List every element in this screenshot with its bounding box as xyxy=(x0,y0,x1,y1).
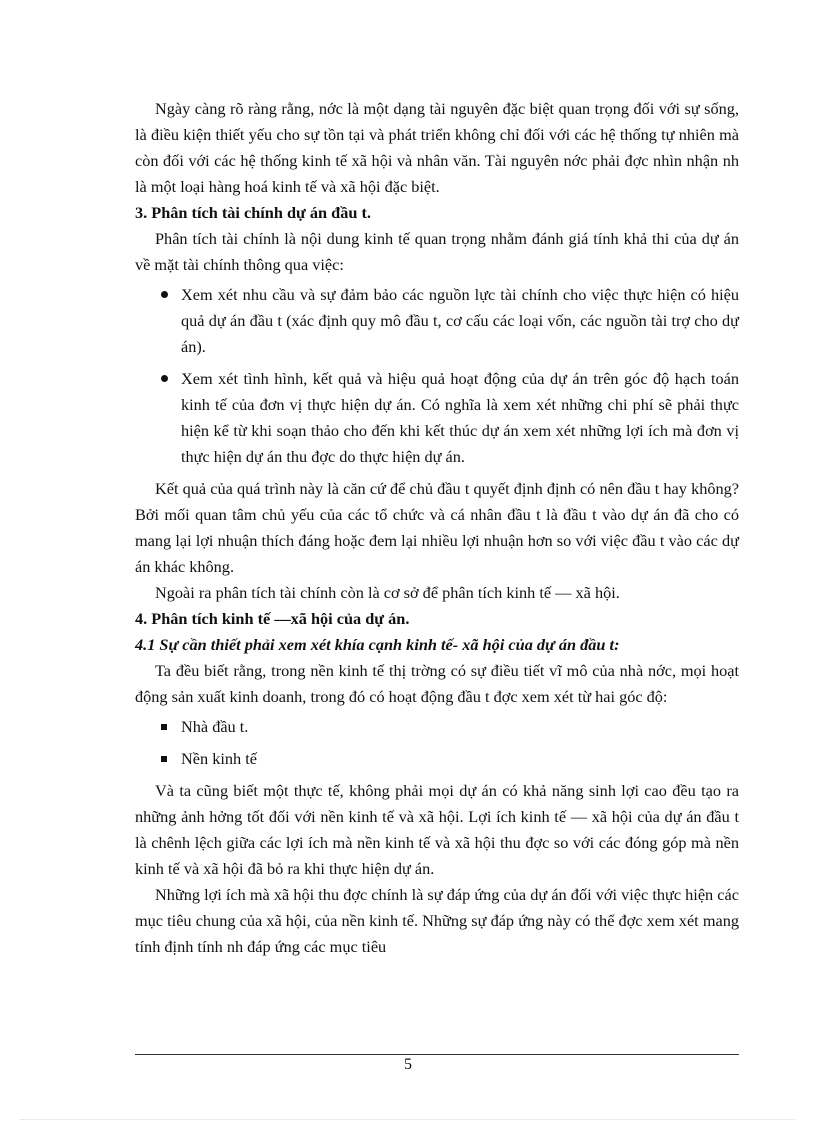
paragraph-financial-analysis: Phân tích tài chính là nội dung kinh tế quan trọng nhằm đánh giá tính khả thi của dự án về mặt tài chính thông qua việc: xyxy=(135,229,739,274)
page-bottom-border xyxy=(20,1119,796,1120)
footer-divider xyxy=(135,1054,739,1055)
bullet-item xyxy=(135,366,739,470)
bullet-item xyxy=(135,282,739,360)
paragraph-other: Ngoài ra phân tích tài chính còn là cơ sở để phân tích kinh tế — xã hội. xyxy=(155,583,620,602)
bullet-icon xyxy=(161,375,168,382)
bullet-text: Xem xét tình hình, kết quả và hiệu quả hoạt động của dự án trên góc độ hạch toán kinh tế của đơn vị thực hiện dự án. Có nghĩa là xem xét những chi phí sẽ phải thực hiện kể từ khi soạn thảo cho đến khi kết thúc dự án xem xét những lợi ích mà đơn vị thực hiện dự án thu đợc do thực hiện dự án. xyxy=(181,369,739,466)
square-list xyxy=(135,714,739,772)
square-item xyxy=(135,714,739,740)
square-text: Nhà đầu t. xyxy=(181,717,249,736)
paragraph-social-benefits: Những lợi ích mà xã hội thu đợc chính là sự đáp ứng của dự án đối với việc thực hiện các mục tiêu chung của xã hội, của nền kinh tế. Những sự đáp ứng này có thể đợc xem xét mang tính định tính nh đáp ứng các mục tiêu xyxy=(135,885,739,956)
bullet-list xyxy=(135,282,739,470)
bullet-text: Xem xét nhu cầu và sự đảm bảo các nguồn lực tài chính cho việc thực hiện có hiệu quả dự án đầu t (xác định quy mô đầu t, cơ cấu các loại vốn, các nguồn tài trợ cho dự án). xyxy=(181,285,739,356)
paragraph-intro: Ngày càng rõ ràng rằng, nớc là một dạng tài nguyên đặc biệt quan trọng đối với sự sống, là điều kiện thiết yếu cho sự tồn tại và phát triển không chỉ đối với các hệ thống tự nhiên mà còn đối với các hệ thống kinh tế xã hội và nhân văn. Tài nguyên nớc phải đợc nhìn nhận nh là một loại hàng hoá kinh tế và xã hội đặc biệt. xyxy=(135,99,739,196)
paragraph-result: Kết quả của quá trình này là căn cứ để chủ đầu t quyết định định có nên đầu t hay không? Bởi mối quan tâm chủ yếu của các tổ chức và cá nhân đầu t là đầu t vào dự án đã cho có mang lại lợi nhuận thích đáng hoặc đem lại nhiều lợi nhuận hơn so với việc đầu t vào các dự án khác không. xyxy=(135,479,739,576)
square-bullet-icon xyxy=(161,724,167,730)
page-content xyxy=(135,96,739,960)
bullet-icon xyxy=(161,291,168,298)
paragraph-socioeconomic-benefit: Và ta cũng biết một thực tế, không phải mọi dự án có khả năng sinh lợi cao đều tạo ra những ảnh hởng tốt đối với nền kinh tế và xã hội. Lợi ích kinh tế — xã hội của dự án đầu t là chênh lệch giữa các lợi ích mà nền kinh tế và xã hội thu đợc so với các đóng góp mà nền kinh tế và xã hội đã bỏ ra khi thực hiện dự án. xyxy=(135,781,739,878)
heading-section-4: 4. Phân tích kinh tế —xã hội của dự án. xyxy=(135,609,410,628)
square-item xyxy=(135,746,739,772)
square-bullet-icon xyxy=(161,756,167,762)
paragraph-market-economy: Ta đều biết rằng, trong nền kinh tế thị trờng có sự điều tiết vĩ mô của nhà nớc, mọi hoạt động sản xuất kinh doanh, trong đó có hoạt động đầu t đợc xem xét từ hai góc độ: xyxy=(135,661,739,706)
page-number: 5 xyxy=(404,1056,412,1073)
square-text: Nền kinh tế xyxy=(181,749,257,768)
heading-section-3: 3. Phân tích tài chính dự án đầu t. xyxy=(135,203,371,222)
heading-section-4-1: 4.1 Sự cần thiết phải xem xét khía cạnh kinh tế- xã hội của dự án đầu t: xyxy=(135,635,620,654)
